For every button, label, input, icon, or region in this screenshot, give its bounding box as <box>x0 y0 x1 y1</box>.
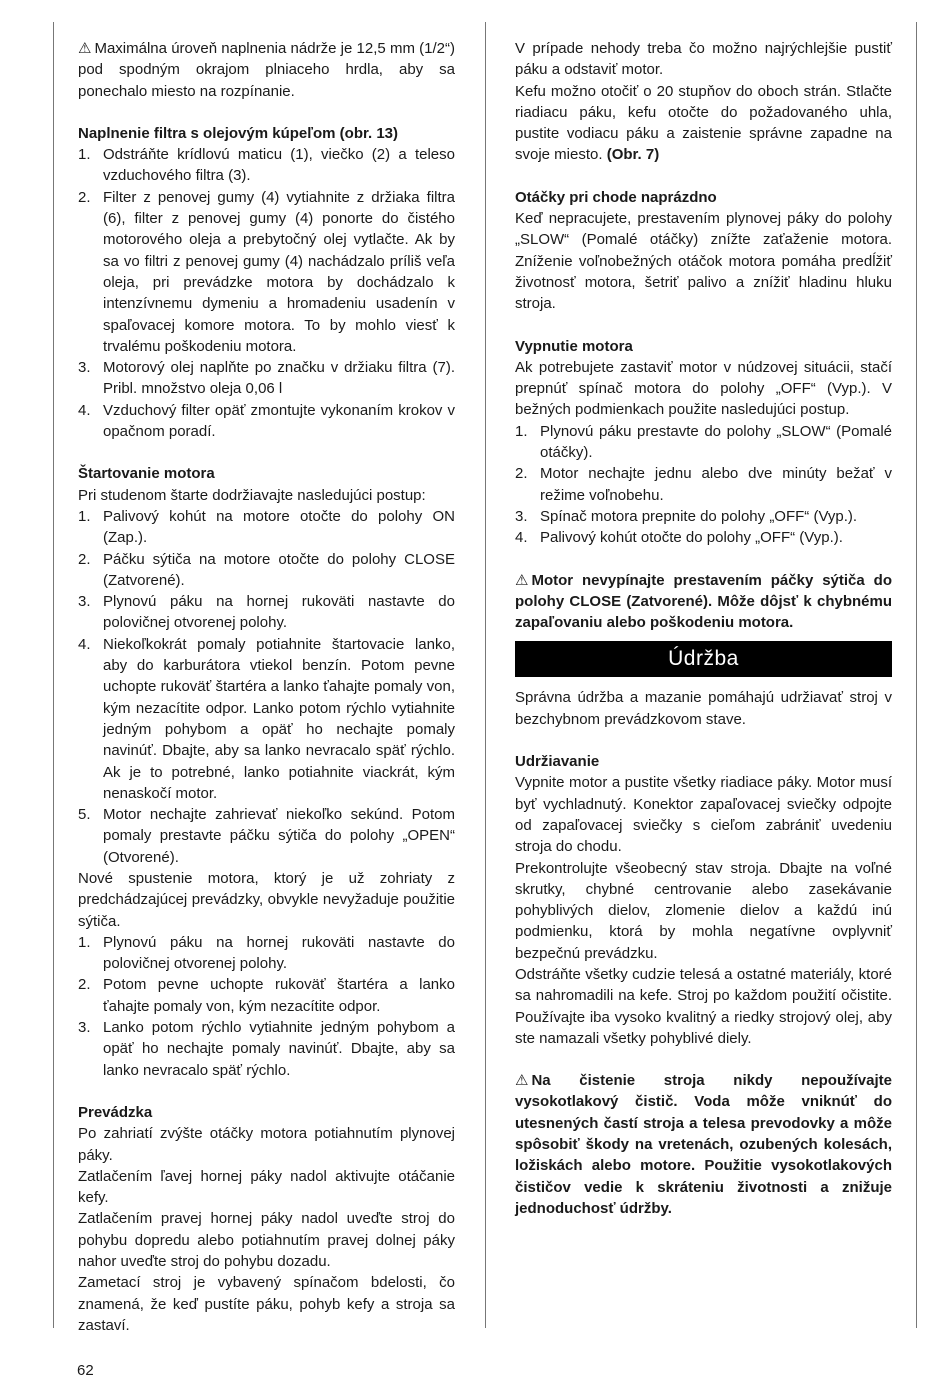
list-item: 4. Palivový kohút otočte do polohy „OFF“ (Vyp.). <box>515 529 843 547</box>
list-item: 5. Motor nechajte zahrievať niekoľko sekúnd. Potom pomaly prestavte páčku sýtiča do polohy „OPEN“ (Otvorené). <box>78 806 455 866</box>
shutdown-text: Ak potrebujete zastaviť motor v núdzovej situácii, stačí prepnúť spínač motora do polohy „OFF“ (Vyp.). V bežných podmienkach použite nasledujúci postup. <box>515 358 892 419</box>
list-item: 2. Filter z penovej gumy (4) vytiahnite z držiaka filtra (6), filter z penovej gumy (4) ponorte do čistého motorového oleja a prebytočný olej vytlačte. Ak by sa vo filtri z penovej gumy (4) nachádzalo príliš veľa oleja, pri prevádzke motora by dochádzalo k intenzívnemu dymeniu a hromadeniu usadenín v spaľovacej komore motora. To by mohlo viesť k trvalému poškodeniu motora. <box>78 188 455 355</box>
warning-triangle-icon: ⚠ <box>515 1072 529 1090</box>
figure-reference: (Obr. 7) <box>606 146 660 164</box>
filter-heading: Naplnenie filtra s olejovým kúpeľom (obr. 13) <box>78 124 399 142</box>
list-item: 3. Lanko potom rýchlo vytiahnite jedným pohybom a opäť ho nechajte pomaly navinúť. Dbajte, aby sa lanko nevracalo späť rýchlo. <box>78 1019 455 1079</box>
idle-heading: Otáčky pri chode naprázdno <box>515 188 717 206</box>
left-column <box>78 38 455 1336</box>
warning-triangle-icon: ⚠ <box>515 571 529 589</box>
upkeep-paragraph: Prekontrolujte všeobecný stav stroja. Dbajte na voľné skrutky, chybné centrovanie alebo zasekávanie pohyblivých dielov, zlomenie dielov a každú inú podmienku, ktorá by mohla negatívne ovplyvniť bezpečnú prevádzku. <box>515 859 892 962</box>
start-steps <box>78 506 455 868</box>
list-item: 2. Potom pevne uchopte rukoväť štartéra a lanko ťahajte pomaly von, kým nezacítite odpor. <box>78 976 455 1015</box>
list-item: 3. Spínač motora prepnite do polohy „OFF“ (Vyp.). <box>515 507 858 525</box>
list-item: 1. Plynovú páku na hornej rukoväti nastavte do polovičnej otvorenej polohy. <box>78 933 455 973</box>
center-column-rule <box>485 22 486 1328</box>
list-item: 1. Palivový kohút na motore otočte do polohy ON (Zap.). <box>78 507 455 547</box>
restart-text: Nové spustenie motora, ktorý je už zohriaty z predchádzajúcej prevádzky, obvykle nevyžaduje použitie sýtiča. <box>78 869 455 930</box>
operation-paragraph: Zatlačením pravej hornej páky nadol uveďte stroj do pohybu dopredu alebo potiahnutím pravej dolnej páky nahor uveďte stroj do pohybu dozadu. <box>78 1210 455 1271</box>
list-item: 1. Odstráňte krídlovú maticu (1), viečko (2) a teleso vzduchového filtra (3). <box>78 146 455 185</box>
right-column <box>515 38 892 1219</box>
start-heading: Štartovanie motora <box>78 465 215 483</box>
left-column-rule <box>53 22 54 1328</box>
operation-paragraph: Zatlačením ľavej hornej páky nadol aktivujte otáčanie kefy. <box>78 1167 455 1207</box>
maintenance-intro: Správna údržba a mazanie pomáhajú udržiavať stroj v bezchybnom prevádzkovom stave. <box>515 689 892 728</box>
list-item: 2. Páčku sýtiča na motore otočte do polohy CLOSE (Zatvorené). <box>78 550 455 589</box>
accident-paragraph: V prípade nehody treba čo možno najrýchlejšie pustiť páku a odstaviť motor. <box>515 40 892 79</box>
operation-paragraph: Zametací stroj je vybavený spínačom bdelosti, čo znamená, že keď pustíte páku, pohyb kefy a stroja sa zastaví. <box>78 1274 455 1334</box>
list-item: 4. Vzduchový filter opäť zmontujte vykonaním krokov v opačnom poradí. <box>78 401 455 441</box>
pressure-washer-warning: ⚠ Na čistenie stroja nikdy nepoužívajte vysokotlakový čistič. Voda môže vniknúť do utesnených častí stroja a telesa prevodovky a môže spôsobiť škody na vretenách, ozubených kolesách, ložiskách alebo motore. Použitie vysokotlakových čističov vedie k skráteniu životnosti a znižuje jednoduchosť údržby. <box>515 1072 892 1217</box>
choke-warning: ⚠ Motor nevypínajte prestavením páčky sýtiča do polohy CLOSE (Zatvorené). Môže dôjsť k chybnému zapaľovaniu alebo poškodeniu motora. <box>515 571 892 632</box>
operation-paragraph: Po zahriatí zvýšte otáčky motora potiahnutím plynovej páky. <box>78 1125 455 1164</box>
upkeep-paragraph: Vypnite motor a pustite všetky riadiace páky. Motor musí byť vychladnutý. Konektor zapaľovacej sviečky odpojte od zapaľovacej sviečky s cieľom zabrániť uvedeniu stroja do chodu. <box>515 774 892 856</box>
restart-steps <box>78 932 455 1081</box>
right-column-rule <box>916 22 917 1328</box>
maintenance-section-title: Údržba <box>515 641 892 677</box>
shutdown-steps <box>515 421 892 549</box>
page-number: 62 <box>77 1362 94 1379</box>
brush-rotation-paragraph: Kefu možno otočiť o 20 stupňov do oboch strán. Stlačte riadiacu páku, kefu otočte do požadovaného uhla, pustite vodiacu páku a zaistenie správne zapadne na svoje miesto. (Obr. 7) <box>515 82 892 164</box>
tank-level-warning: ⚠ Maximálna úroveň naplnenia nádrže je 12,5 mm (1/2“) pod spodným okrajom plniaceho hrdla, aby sa ponechalo miesto na rozpínanie. <box>78 40 455 100</box>
list-item: 2. Motor nechajte jednu alebo dve minúty bežať v režime voľnobehu. <box>515 465 892 504</box>
filter-steps <box>78 144 455 442</box>
upkeep-heading: Udržiavanie <box>515 753 600 771</box>
idle-text: Keď nepracujete, prestavením plynovej páky do polohy „SLOW“ (Pomalé otáčky) znížte zaťaženie motora. Zníženie voľnobežných otáčok motora pomáha predĺžiť životnosť motora, šetriť palivo a znížiť hladinu hluku stroja. <box>515 210 892 313</box>
list-item: 3. Motorový olej naplňte po značku v držiaku filtra (7). Pribl. množstvo oleja 0,06 l <box>78 359 455 398</box>
shutdown-heading: Vypnutie motora <box>515 337 633 355</box>
warning-triangle-icon: ⚠ <box>78 40 92 57</box>
operation-heading: Prevádzka <box>78 1103 153 1121</box>
list-item: 1. Plynovú páku prestavte do polohy „SLOW“ (Pomalé otáčky). <box>515 422 892 462</box>
upkeep-paragraph: Odstráňte všetky cudzie telesá a ostatné materiály, ktoré sa nahromadili na kefe. Stroj po každom použití očistite. Používajte iba vysoko kvalitný a riedky strojový olej, aby ste namazali všetky pohyblivé diely. <box>515 965 892 1047</box>
list-item: 4. Niekoľkokrát pomaly potiahnite štartovacie lanko, aby do karburátora vtiekol benzín. Potom pevne uchopte rukoväť štartéra a lanko ťahajte pomaly von, kým nezacítite odpor. Lanko potom rýchlo vytiahnite jedným pohybom a opäť ho nechajte pomaly navinúť. Dbajte, aby sa lanko nevracalo späť rýchlo. Ak je to potrebné, lanko potiahnite viackrát, kým nenaskočí motor. <box>78 635 455 802</box>
list-item: 3. Plynovú páku na hornej rukoväti nastavte do polovičnej otvorenej polohy. <box>78 593 455 632</box>
start-intro: Pri studenom štarte dodržiavajte nasledujúci postup: <box>78 486 426 504</box>
